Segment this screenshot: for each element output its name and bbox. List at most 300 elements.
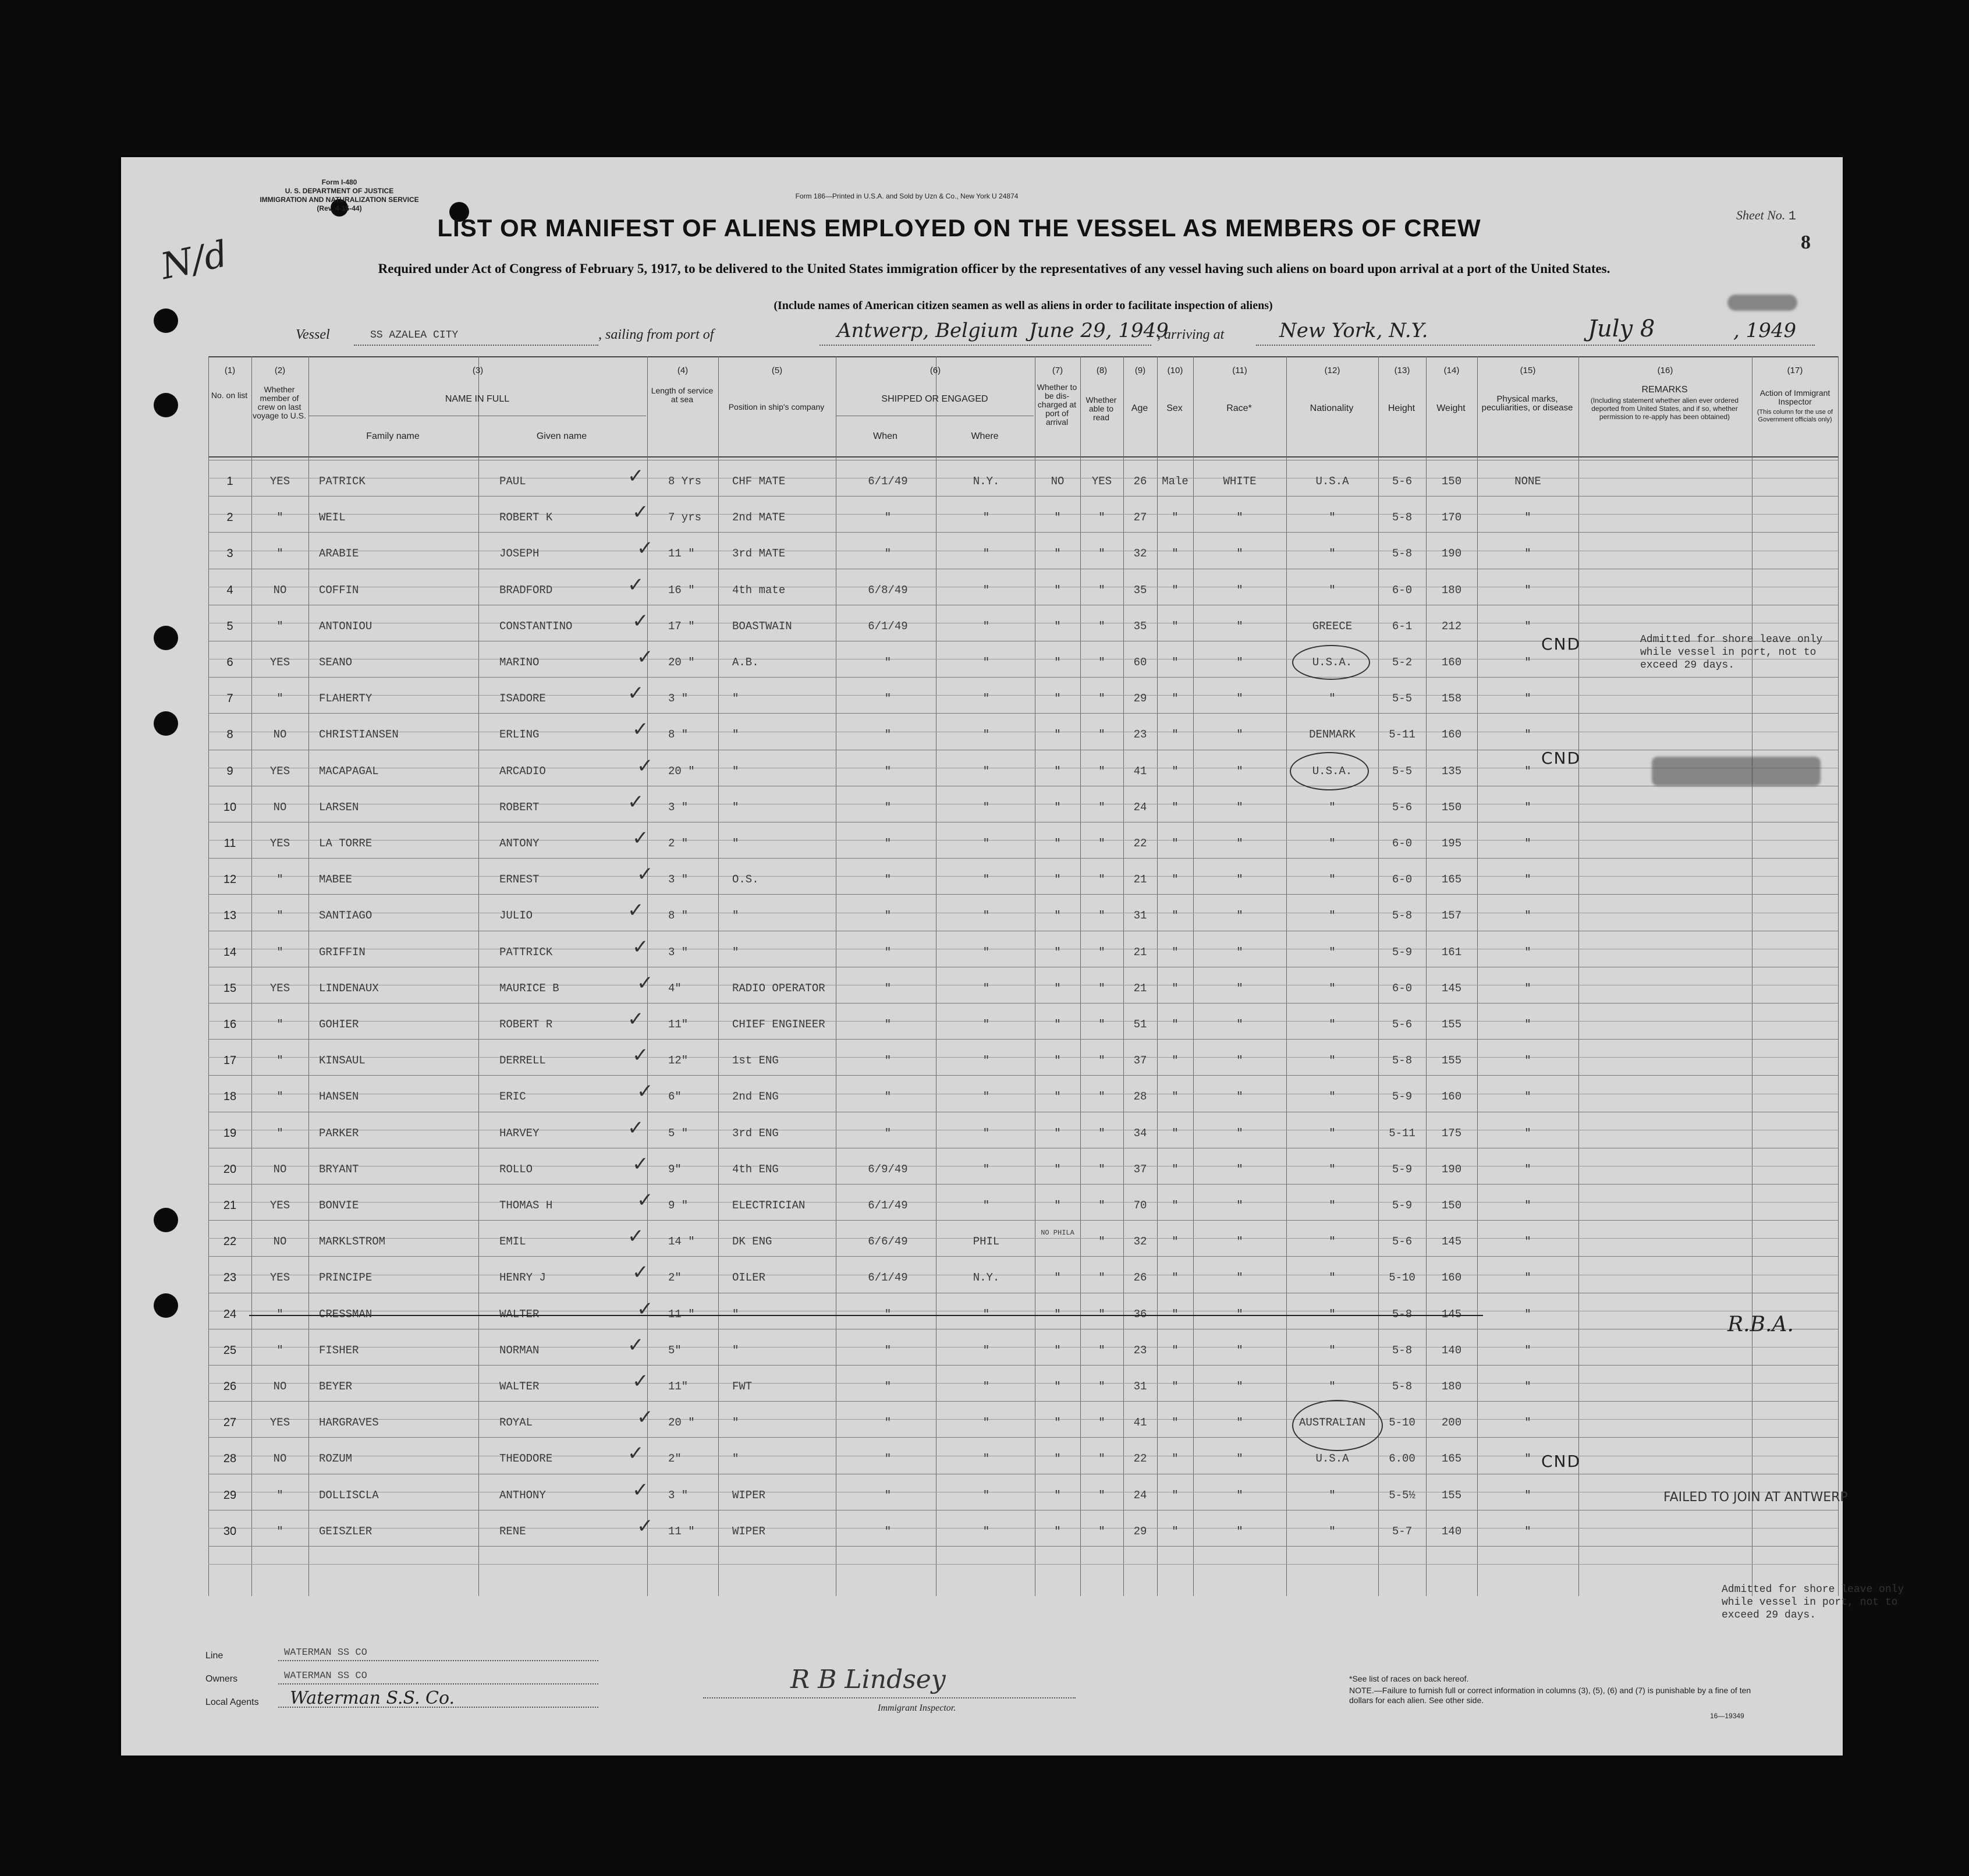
column-number: (16) — [1657, 366, 1673, 375]
cell-service: 14 " — [668, 1235, 695, 1249]
cell-read: " — [1098, 1488, 1105, 1502]
table-row — [208, 1478, 1838, 1523]
cell-disch: " — [1054, 1524, 1061, 1538]
column-number: (5) — [771, 366, 783, 375]
cell-read: " — [1098, 873, 1105, 886]
cell-when: " — [884, 873, 892, 886]
cell-nat: U.S.A. — [1312, 764, 1353, 778]
cell-age: 70 — [1133, 1199, 1147, 1212]
cell-phys: " — [1524, 583, 1531, 597]
column-number: (11) — [1232, 366, 1247, 375]
cell-when: " — [884, 547, 892, 561]
check-mark: ✓ — [627, 1333, 644, 1357]
cell-sex: " — [1172, 945, 1179, 959]
cell-family: ROZUM — [319, 1452, 353, 1466]
cell-weight: 160 — [1441, 1271, 1462, 1285]
cell-phys: " — [1524, 945, 1531, 959]
cell-disch: " — [1054, 511, 1061, 524]
header-remarks: REMARKS (Including statement whether alien ever ordered deported from United States, and if so, whether permission to re-apply has been obtained) — [1590, 385, 1739, 421]
cell-where: " — [982, 1343, 990, 1357]
cell-no: 12 — [223, 873, 237, 886]
cell-disch: NO — [1051, 475, 1065, 488]
cell-height: 6-0 — [1392, 873, 1413, 886]
cell-height: 5-9 — [1392, 1199, 1413, 1212]
cell-nat: U.S.A — [1315, 475, 1349, 488]
cell-when: " — [884, 1452, 892, 1466]
cell-no: 16 — [223, 1018, 237, 1031]
cell-prev: NO — [273, 800, 287, 814]
cell-where: " — [982, 1199, 990, 1212]
cell-where: " — [982, 511, 990, 524]
header-height: Height — [1388, 403, 1415, 413]
cell-height: 5-10 — [1389, 1271, 1415, 1285]
cell-height: 5-11 — [1389, 728, 1415, 742]
cell-weight: 158 — [1441, 692, 1462, 705]
cell-when: " — [884, 1054, 892, 1068]
cell-nat: " — [1329, 1343, 1336, 1357]
cell-service: 3 " — [668, 945, 689, 959]
header-where: Where — [971, 431, 999, 441]
cell-prev: " — [276, 909, 283, 923]
cell-read: " — [1098, 800, 1105, 814]
table-row — [208, 1116, 1838, 1161]
column-number: (2) — [274, 366, 286, 375]
cell-no: 24 — [223, 1307, 237, 1321]
cell-height: 5-9 — [1392, 1162, 1413, 1176]
cell-no: 3 — [226, 547, 233, 561]
cell-weight: 195 — [1441, 837, 1462, 850]
cell-race: " — [1236, 692, 1243, 705]
cell-nat: U.S.A. — [1312, 656, 1353, 669]
cell-prev: " — [276, 1343, 283, 1357]
cell-position: DK ENG — [732, 1235, 772, 1249]
table-row — [208, 1442, 1838, 1486]
cell-family: FLAHERTY — [319, 692, 372, 705]
check-mark: ✓ — [632, 1044, 649, 1068]
check-mark: ✓ — [627, 1442, 644, 1466]
cell-nat: " — [1329, 547, 1336, 561]
cell-position: 4th mate — [732, 583, 786, 597]
cell-sex: " — [1172, 1162, 1179, 1176]
cell-disch: " — [1054, 909, 1061, 923]
row-rule — [208, 1564, 1838, 1565]
header-member-last-voyage: Whether member of crew on last voyage to U.S. — [253, 385, 306, 420]
check-mark: ✓ — [637, 971, 654, 995]
cell-service: 16 " — [668, 583, 695, 597]
cell-phys: " — [1524, 1488, 1531, 1502]
inspector-label: Immigrant Inspector. — [878, 1703, 956, 1713]
failure-footnote: NOTE.—Failure to furnish full or correct information in columns (3), (5), (6) and (7) is punishable by a fine of ten dollars for each alien. See other side. — [1349, 1686, 1751, 1705]
cell-age: 29 — [1133, 1524, 1147, 1538]
cell-where: " — [982, 1380, 990, 1393]
cell-height: 5-11 — [1389, 1126, 1415, 1140]
cell-position: A.B. — [732, 656, 759, 669]
strike-through — [249, 1315, 1483, 1316]
check-mark: ✓ — [627, 1225, 644, 1249]
cell-when: 6/1/49 — [868, 619, 908, 633]
cell-where: " — [982, 1054, 990, 1068]
cell-read: " — [1098, 1235, 1105, 1249]
cell-where: " — [982, 873, 990, 886]
table-row — [208, 1008, 1838, 1052]
cell-where: " — [982, 1488, 990, 1502]
cell-sex: " — [1172, 547, 1179, 561]
cell-service: 3 " — [668, 800, 689, 814]
column-number: (4) — [677, 366, 689, 375]
cell-weight: 150 — [1441, 800, 1462, 814]
cell-sex: " — [1172, 1235, 1179, 1249]
cell-family: PARKER — [319, 1126, 359, 1140]
header-name-in-full: NAME IN FULL — [445, 394, 510, 404]
cell-when: " — [884, 656, 892, 669]
cell-given: ROLLO — [499, 1162, 533, 1176]
cell-where: N.Y. — [973, 1271, 1000, 1285]
punch-hole — [154, 626, 178, 650]
header-sex: Sex — [1166, 403, 1183, 413]
check-mark: ✓ — [632, 1478, 649, 1502]
cell-given: WALTER — [499, 1307, 540, 1321]
cell-service: 8 " — [668, 728, 689, 742]
cell-age: 22 — [1133, 837, 1147, 850]
remark-row-27: Admitted for shore leave only while vessel in port, not to exceed 29 days. — [1722, 1584, 1904, 1621]
cell-disch: " — [1054, 692, 1061, 705]
cell-service: 5" — [668, 1343, 682, 1357]
cell-when: " — [884, 728, 892, 742]
cell-position: O.S. — [732, 873, 759, 886]
cell-disch: " — [1054, 1380, 1061, 1393]
cell-age: 26 — [1133, 475, 1147, 488]
cell-height: 5-8 — [1392, 1380, 1413, 1393]
cell-when: 6/1/49 — [868, 475, 908, 488]
punch-hole — [154, 1293, 178, 1318]
cell-weight: 175 — [1441, 1126, 1462, 1140]
cell-prev: " — [276, 1307, 283, 1321]
cell-where: " — [982, 692, 990, 705]
cell-service: 4" — [668, 981, 682, 995]
cell-sex: " — [1172, 1307, 1179, 1321]
table-row — [208, 1225, 1838, 1269]
cell-family: LARSEN — [319, 800, 359, 814]
cell-nat: " — [1329, 873, 1336, 886]
cell-race: " — [1236, 1271, 1243, 1285]
cell-age: 36 — [1133, 1307, 1147, 1321]
cell-nat: AUSTRALIAN — [1299, 1416, 1366, 1430]
cell-where: " — [982, 945, 990, 959]
cell-service: 17 " — [668, 619, 695, 633]
cell-sex: " — [1172, 1416, 1179, 1430]
table-row — [208, 609, 1838, 654]
check-mark: ✓ — [627, 682, 644, 705]
check-mark: ✓ — [637, 1297, 654, 1321]
cell-height: 5-8 — [1392, 909, 1413, 923]
check-mark: ✓ — [627, 899, 644, 923]
cell-given: ROBERT — [499, 800, 540, 814]
cell-where: " — [982, 1162, 990, 1176]
cell-read: " — [1098, 1380, 1105, 1393]
cell-weight: 135 — [1441, 764, 1462, 778]
cell-read: " — [1098, 1524, 1105, 1538]
table-row — [208, 573, 1838, 618]
cell-race: " — [1236, 909, 1243, 923]
races-footnote: *See list of races on back hereof. — [1349, 1674, 1469, 1683]
cell-when: " — [884, 1307, 892, 1321]
cell-read: YES — [1091, 475, 1112, 488]
cell-disch: " — [1054, 1018, 1061, 1031]
cell-where: " — [982, 1416, 990, 1430]
cell-prev: NO — [273, 728, 287, 742]
cell-prev: YES — [269, 475, 290, 488]
cell-disch: " — [1054, 1488, 1061, 1502]
cell-nat: " — [1329, 1090, 1336, 1104]
cell-no: 9 — [226, 764, 233, 778]
header-age: Age — [1131, 403, 1148, 413]
cell-no: 13 — [223, 909, 237, 923]
arrival-year: , 1949 — [1733, 319, 1797, 342]
cell-race: WHITE — [1223, 475, 1257, 488]
nationality-circle — [1290, 752, 1369, 790]
cell-service: 9" — [668, 1162, 682, 1176]
column-rule — [1838, 356, 1839, 1596]
nationality-circle — [1292, 645, 1370, 680]
cell-service: 9 " — [668, 1199, 689, 1212]
check-mark: ✓ — [632, 935, 649, 959]
cell-race: " — [1236, 1488, 1243, 1502]
table-row — [208, 1297, 1838, 1342]
cell-given: JOSEPH — [499, 547, 540, 561]
cell-where: " — [982, 1452, 990, 1466]
cell-disch: " — [1054, 1199, 1061, 1212]
cell-family: CHRISTIANSEN — [319, 728, 399, 742]
cell-read: " — [1098, 1452, 1105, 1466]
cell-prev: " — [276, 1090, 283, 1104]
cell-age: 21 — [1133, 945, 1147, 959]
cell-position: ELECTRICIAN — [732, 1199, 806, 1212]
cell-position: " — [732, 692, 739, 705]
cell-service: 8 Yrs — [668, 475, 702, 488]
cell-no: 7 — [226, 692, 233, 705]
table-row — [208, 537, 1838, 581]
table-row — [208, 1370, 1838, 1414]
cell-position: 2nd ENG — [732, 1090, 779, 1104]
cell-position: " — [732, 945, 739, 959]
cell-service: 3 " — [668, 692, 689, 705]
cell-race: " — [1236, 1235, 1243, 1249]
cell-given: PATTRICK — [499, 945, 553, 959]
check-mark: ✓ — [637, 863, 654, 886]
check-mark: ✓ — [627, 790, 644, 814]
cell-no: 15 — [223, 981, 237, 995]
cell-age: 28 — [1133, 1090, 1147, 1104]
port-to: New York, N.Y. — [1279, 319, 1428, 342]
cell-position: " — [732, 764, 739, 778]
line-label: Line — [205, 1651, 223, 1661]
header-discharged: Whether to be dis-charged at port of arrival — [1037, 382, 1077, 427]
cell-family: MACAPAGAL — [319, 764, 379, 778]
cell-prev: " — [276, 1018, 283, 1031]
cell-disch: " — [1054, 1416, 1061, 1430]
cell-service: 2" — [668, 1271, 682, 1285]
cell-height: 5-5 — [1392, 692, 1413, 705]
cell-given: BRADFORD — [499, 583, 553, 597]
cell-height: 5-6 — [1392, 800, 1413, 814]
cell-when: 6/1/49 — [868, 1271, 908, 1285]
cell-height: 5-9 — [1392, 945, 1413, 959]
cell-family: PRINCIPE — [319, 1271, 372, 1285]
cell-no: 20 — [223, 1162, 237, 1176]
cell-age: 23 — [1133, 728, 1147, 742]
cnd-mark-row-27: CND — [1541, 1452, 1581, 1471]
initials-row-24: R.B.A. — [1727, 1313, 1794, 1336]
cell-given: RENE — [499, 1524, 526, 1538]
cell-when: " — [884, 1343, 892, 1357]
page-title: LIST OR MANIFEST OF ALIENS EMPLOYED ON THE VESSEL AS MEMBERS OF CREW — [437, 214, 1481, 242]
cell-weight: 180 — [1441, 1380, 1462, 1393]
cell-disch: " — [1054, 1307, 1061, 1321]
cell-height: 5-8 — [1392, 547, 1413, 561]
cell-read: " — [1098, 1126, 1105, 1140]
cell-sex: " — [1172, 583, 1179, 597]
cell-prev: YES — [269, 764, 290, 778]
cell-sex: " — [1172, 764, 1179, 778]
column-number: (12) — [1324, 366, 1340, 375]
cell-race: " — [1236, 981, 1243, 995]
column-number: (1) — [224, 366, 236, 375]
table-row — [208, 790, 1838, 835]
check-mark: ✓ — [637, 1514, 654, 1538]
cell-read: " — [1098, 1343, 1105, 1357]
cell-no: 4 — [226, 583, 233, 597]
cell-position: " — [732, 1452, 739, 1466]
table-row — [208, 1080, 1838, 1124]
cell-service: 20 " — [668, 1416, 695, 1430]
cell-age: 37 — [1133, 1162, 1147, 1176]
cell-where: " — [982, 583, 990, 597]
cell-height: 5-8 — [1392, 1343, 1413, 1357]
cell-position: 2nd MATE — [732, 511, 786, 524]
cell-service: 11 " — [668, 547, 695, 561]
cell-where: " — [982, 837, 990, 850]
table-row — [208, 971, 1838, 1016]
cell-position: " — [732, 728, 739, 742]
cell-position: CHIEF ENGINEER — [732, 1018, 825, 1031]
cell-when: " — [884, 837, 892, 850]
cell-age: 24 — [1133, 1488, 1147, 1502]
cell-no: 29 — [223, 1488, 237, 1502]
cell-race: " — [1236, 511, 1243, 524]
check-mark: ✓ — [632, 827, 649, 850]
cell-sex: " — [1172, 873, 1179, 886]
cell-phys: " — [1524, 1162, 1531, 1176]
cell-height: 5-8 — [1392, 511, 1413, 524]
cell-sex: " — [1172, 1380, 1179, 1393]
cell-read: " — [1098, 728, 1105, 742]
cell-prev: YES — [269, 656, 290, 669]
cell-given: THEODORE — [499, 1452, 553, 1466]
cell-position: 4th ENG — [732, 1162, 779, 1176]
cell-weight: 180 — [1441, 583, 1462, 597]
cell-weight: 145 — [1441, 981, 1462, 995]
cell-where: " — [982, 1126, 990, 1140]
cell-when: 6/1/49 — [868, 1199, 908, 1212]
cell-family: BONVIE — [319, 1199, 359, 1212]
cell-where: " — [982, 764, 990, 778]
cell-no: 6 — [226, 656, 233, 669]
table-row — [208, 899, 1838, 943]
cell-phys: " — [1524, 1307, 1531, 1321]
cell-service: 5 " — [668, 1126, 689, 1140]
cell-height: 5-2 — [1392, 656, 1413, 669]
cell-nat: " — [1329, 511, 1336, 524]
cell-height: 5-6 — [1392, 1018, 1413, 1031]
cell-age: 37 — [1133, 1054, 1147, 1068]
page-subtitle: Required under Act of Congress of February 5, 1917, to be delivered to the United States immigration officer by the representatives of any vessel having such aliens on board upon arrival at a port of the United States. — [378, 261, 1610, 276]
check-mark: ✓ — [632, 1152, 649, 1176]
table-row — [208, 1514, 1838, 1559]
cell-age: 32 — [1133, 547, 1147, 561]
cell-given: WALTER — [499, 1380, 540, 1393]
printer-note: Form 186—Printed in U.S.A. and Sold by Uzn & Co., New York U 24874 — [795, 192, 1019, 200]
cell-race: " — [1236, 1416, 1243, 1430]
cell-read: " — [1098, 1199, 1105, 1212]
header-family-name: Family name — [366, 431, 420, 441]
cell-weight: 155 — [1441, 1488, 1462, 1502]
cell-disch: " — [1054, 1054, 1061, 1068]
cell-phys: " — [1524, 1054, 1531, 1068]
cell-sex: " — [1172, 800, 1179, 814]
cell-no: 1 — [226, 475, 233, 488]
cell-age: 26 — [1133, 1271, 1147, 1285]
cell-race: " — [1236, 619, 1243, 633]
cell-given: DERRELL — [499, 1054, 546, 1068]
cell-given: CONSTANTINO — [499, 619, 573, 633]
cell-height: 5-5½ — [1389, 1488, 1415, 1502]
cell-position: " — [732, 1307, 739, 1321]
cell-when: " — [884, 945, 892, 959]
cell-age: 35 — [1133, 619, 1147, 633]
cell-prev: NO — [273, 1452, 287, 1466]
cell-where: " — [982, 1307, 990, 1321]
cell-disch: " — [1054, 1126, 1061, 1140]
header-when: When — [873, 431, 897, 441]
punch-hole — [154, 393, 178, 417]
cell-position: 3rd ENG — [732, 1126, 779, 1140]
check-mark: ✓ — [637, 1189, 654, 1212]
cell-phys: " — [1524, 692, 1531, 705]
cell-prev: NO — [273, 1380, 287, 1393]
cell-given: MAURICE B — [499, 981, 559, 995]
cell-family: ANTONIOU — [319, 619, 372, 633]
cell-where: " — [982, 547, 990, 561]
cell-no: 22 — [223, 1235, 237, 1249]
cell-phys: " — [1524, 547, 1531, 561]
cell-nat: " — [1329, 1018, 1336, 1031]
cell-given: ANTHONY — [499, 1488, 546, 1502]
cell-when: " — [884, 511, 892, 524]
agents-value: Waterman S.S. Co. — [290, 1688, 455, 1708]
cell-nat: GREECE — [1312, 619, 1353, 633]
cell-position: " — [732, 1343, 739, 1357]
cell-phys: " — [1524, 1271, 1531, 1285]
cell-prev: YES — [269, 1199, 290, 1212]
cell-sex: " — [1172, 1199, 1179, 1212]
check-mark: ✓ — [632, 501, 649, 524]
header-no-on-list: No. on list — [211, 391, 248, 400]
cell-read: " — [1098, 1271, 1105, 1285]
cell-disch: NO PHILA — [1041, 1229, 1074, 1237]
cell-no: 2 — [226, 511, 233, 524]
cell-race: " — [1236, 1380, 1243, 1393]
cell-nat: " — [1329, 837, 1336, 850]
